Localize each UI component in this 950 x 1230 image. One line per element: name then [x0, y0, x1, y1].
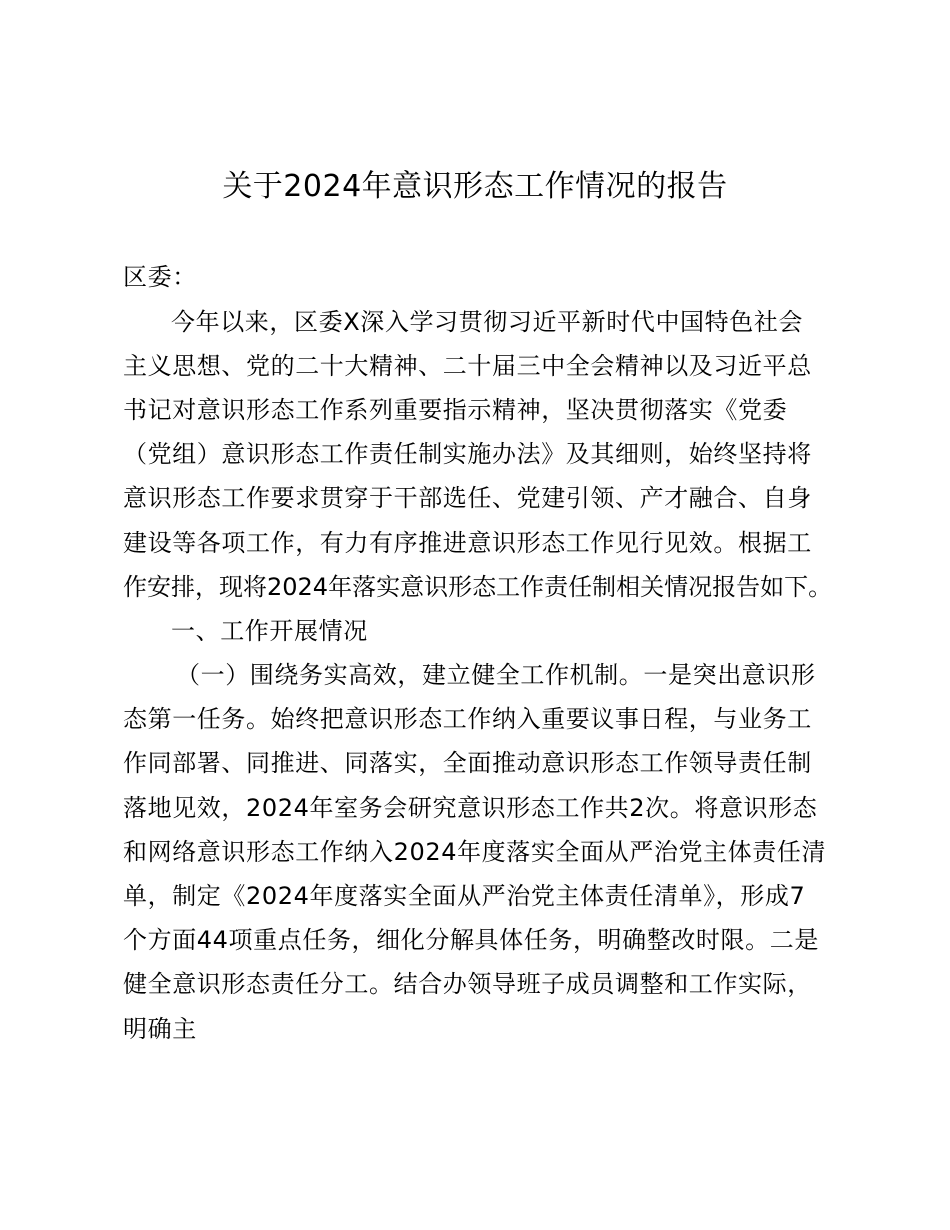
- paragraph-line: 书记对意识形态工作系列重要指示精神，坚决贯彻落实《党委: [123, 396, 788, 424]
- subsection-heading: （一）围绕务实高效，建立健全工作机制。一是突出意识形: [176, 661, 816, 689]
- paragraph-line: 单，制定《2024年度落实全面从严治党主体责任清单》，形成7: [123, 882, 806, 910]
- paragraph-line: 主义思想、党的二十大精神、二十届三中全会精神以及习近平总: [123, 352, 812, 380]
- paragraph-line: 态第一任务。始终把意识形态工作纳入重要议事日程，与业务工: [123, 705, 812, 733]
- paragraph-line: 个方面44项重点任务，细化分解具体任务，明确整改时限。二是: [123, 926, 819, 954]
- paragraph-line: 建设等各项工作，有力有序推进意识形态工作见行见效。根据工: [123, 529, 812, 557]
- document-title: 关于2024年意识形态工作情况的报告: [222, 169, 728, 204]
- paragraph-line: 作同部署、同推进、同落实，全面推动意识形态工作领导责任制: [123, 749, 812, 777]
- paragraph-line: 作安排，现将2024年落实意识形态工作责任制相关情况报告如下。: [123, 573, 833, 601]
- paragraph-line: 今年以来，区委X深入学习贯彻习近平新时代中国特色社会: [171, 308, 804, 336]
- paragraph-line: （党组）意识形态工作责任制实施办法》及其细则，始终坚持将: [123, 440, 812, 468]
- paragraph-line: 意识形态工作要求贯穿于干部选任、党建引领、产才融合、自身: [123, 484, 812, 512]
- salutation: 区委：: [123, 263, 197, 291]
- paragraph-line: 健全意识形态责任分工。结合办领导班子成员调整和工作实际，: [123, 970, 812, 998]
- paragraph-line: 落地见效，2024年室务会研究意识形态工作共2次。将意识形态: [123, 794, 818, 822]
- paragraph-line: 明确主: [123, 1015, 197, 1043]
- section-heading: 一、工作开展情况: [171, 617, 368, 645]
- paragraph-line: 和网络意识形态工作纳入2024年度落实全面从严治党主体责任清: [123, 838, 827, 866]
